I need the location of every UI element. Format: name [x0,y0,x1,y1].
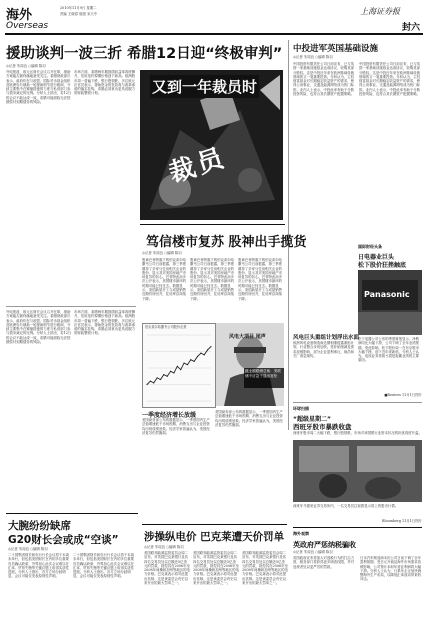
chart-point [180,369,181,370]
panasonic-title: 日电器业巨头 [358,254,395,261]
section-rule [140,224,285,225]
buffett-column-3: 股神巴菲特旗下的伯克希尔哈撒韦公司日前披露，第三季度增持了多家与住房相关企业的股份，显示其对美国房地产市场复苏的信心。巴菲特此前多次公开表示，美国楼市最坏的时期可能已经过去。数据显示，美国新屋开工与成屋销售近期有所回升，住房库存持续下降。 [238,258,283,301]
buffett-byline: ◎记者 朱周良 ○编辑 陈羽 [142,251,182,255]
bottom-right-column-1: 英国政府宣布将加大对逃税行为的打击力度，税务部门将获得更多调查权限，并对违规者处以更严厉的罚款。 [293,556,355,569]
chart-point [146,384,147,385]
panasonic-text: 松下电器公司公布的季度财报显示，净利润同比大幅下滑，公司下调了全年业绩预期。受此影响，松下股价周一在东京股市大幅下挫，创下近年来新低。分析人士认为，电视业务持续亏损是拖累业绩的主要原因。 [358,337,420,363]
chart-point [194,361,195,362]
chart-point [183,362,184,363]
right-middle-tag: 环球扫描 [293,406,309,411]
g20-byline: ◎记者 朱周良 ○编辑 陈羽 [8,547,48,551]
side-column-1: 中国投资有限责任公司日前宣布，已与英国一家基础设施基金达成协议，收购其部分股权。这是中投近年来在欧洲基础设施领域的又一笔重要投资。分析认为，主权财富基金对长期稳定收益资产的需求，使得公用事业、交通及能源网络成为热门标的。业内人士表示，中投此举有助于分散投资风险，也符合其长期资产配置策略。 [293,62,355,97]
main-byline: ◎记者 朱周良 ○编辑 陈羽 [6,64,46,68]
stock-chart [142,323,216,408]
chart-point [157,377,158,378]
panasonic-source: ■Reuters 11月1日图片 [384,393,422,397]
chart-point [153,382,154,383]
panasonic-subtitle: 松下股价狂挫触底 [358,262,407,269]
bottom-right-tag: 海外观察 [293,531,309,536]
trader-scene [293,440,422,502]
main-column-1: 外电报道，欧元区财长会议召开在即，援助方案能否最终落地备受关注。希腊财政部长表示，政府仍在与欧盟、国际货币基金组织及欧洲央行就新一轮援助细节进行磋商，分歧主要集中在紧缩措施的力度与私营部门参与债务减记的比例。分析人士指出，若12日的会议不能达成一致，希腊可能面临无法按期偿付到期债务的风险。 [6,70,72,105]
bottom-right-headline: 英政府严惩纳税骗收 [293,541,356,549]
chart-point [200,353,201,354]
chart-point [177,366,178,367]
buffett-column-2: 股神巴菲特旗下的伯克希尔哈撒韦公司日前披露，第三季度增持了多家与住房相关企业的股份，显示其对美国房地产市场复苏的信心。巴菲特此前多次公开表示，美国楼市最坏的时期可能已经过去。数据显示，美国新屋开工与成屋销售近期有所回升，住房库存持续下降。 [190,258,235,301]
chart-series-line [147,347,211,385]
barclays-rule [142,524,287,525]
panasonic-building [358,270,422,335]
section-title: 海外 [6,8,33,23]
chart-point [173,372,174,373]
chart-point [207,349,208,350]
sub-headline: 一季度经济增长放缓 [142,412,197,419]
section-rule-right [293,402,422,403]
chart-point [190,359,191,360]
chart-title: 伯克希尔哈撒韦公司股价走势 [145,325,187,329]
side-headline: 中投进军英国基础设施 [293,44,379,54]
sub-text-2: 美国商务部公布的数据显示，一季度国内生产总值增速低于市场预期，消费支出与企业投资均出现放缓迹象。经济学家普遍认为，美国经济复苏仍然脆弱。 [215,410,283,427]
chart-point [187,364,188,365]
cartoon-headline: 又到一年裁员时 [150,75,259,98]
cartoon-big-word: 裁员 [165,142,231,190]
buffett-headline: 笃信楼市复苏 股神出手揽货 [146,235,307,250]
spain-caption: 西班牙马德里证券交易所内，一名交易员注视着显示屏上的股市行情。 [293,504,399,508]
chart-point [163,374,164,375]
barclays-byline: ◎记者 朱周良 ○编辑 陈羽 [144,545,184,549]
panasonic-photo [358,270,422,335]
g20-rule [6,513,138,514]
energy-headline: 风电大项目 尾声 [229,334,266,340]
page-label: 封六 [401,23,420,33]
g20-headline-top: 大腕纷纷缺席 [8,520,71,532]
bottom-right-column-2: 日本汽车制造商本田公司日前下调了全年盈利预期，受日元升值及海外市场需求放缓影响，公司预计本财年营业利润将大幅下滑。分析人士认为，日系车企正加快调整海外生产布局，以降低汇率波动带来的冲击。 [360,556,422,582]
chart-point [197,356,198,357]
masthead-rule [5,33,423,35]
right-middle-text: 西班牙股市周二大幅下跌，银行股领跌，市场对该国银行业资本状况的担忧再度升温。 [293,431,422,435]
right-middle-headline: “超级星期二” [293,416,331,423]
side-byline: ◎记者 朱周良 ○编辑 陈羽 [293,55,333,59]
photo-caption: 波士顿联储总裁：美联储不应急于退出宽松 [245,369,281,378]
issue-date: 2010年11月9日 星期二 [60,6,97,10]
g20-column-1: 二十国集团财长和央行行长会议将于本周末举行，但包括美国财长在内的多位重要官员确认缺席，外界担心此次会议难以在汇率、贸易失衡等关键议题上取得实质性进展。分析人士指出，各方立场分歧明显，会议可能仅发表原则性声明。 [8,553,70,579]
bottom-right-rule [293,527,422,528]
right-middle-subheadline: 西班牙股市暴跌收盘 [293,423,352,431]
section-tag: 国际财经头条 [358,244,382,249]
section-title-en: Overseas [6,21,49,31]
spain-photo [293,440,422,502]
chart-point [170,371,171,372]
main-column-2: 市场方面，希腊两年期国债收益率再度攀升，信用违约掉期价格创下新高。欧洲股市周一普遍下跌，银行股领跌。多位欧元区官员表示，援助资金的发放将与改革承诺的落实挂钩，希腊必须拿出更具说服力的财政整顿计划。 [74,70,136,96]
column-rule [6,306,136,307]
sub-text-1: 美国商务部公布的数据显示，一季度国内生产总值增速低于市场预期，消费支出与企业投资均出现放缓迹象。经济学家普遍认为，美国经济复苏仍然脆弱。 [142,418,210,435]
main-column-4: 市场方面，希腊两年期国债收益率再度攀升，信用违约掉期价格创下新高。欧洲股市周一普遍下跌，银行股领跌。多位欧元区官员表示，援助资金的发放将与改革承诺的落实挂钩，希腊必须拿出更具说服力的财政整顿计划。 [74,310,136,336]
main-column-3: 外电报道，欧元区财长会议召开在即，援助方案能否最终落地备受关注。希腊财政部长表示，政府仍在与欧盟、国际货币基金组织及欧洲央行就新一轮援助细节进行磋商，分歧主要集中在紧缩措施的力度与私营部门参与债务减记的比例。分析人士指出，若12日的会议不能达成一致，希腊可能面临无法按期偿付到期债务的风险。 [6,310,72,345]
barclays-column-1: 美国联邦能源监管委员会周二宣布，对英国巴克莱银行及其四名交易员处以总额近5亿美元的罚款，指控其在2006年至2008年间操纵加州等地区的电力价格。巴克莱表示将对此提出抗辩。这是该委员会有史以来开出的最大罚单之一。 [144,551,190,586]
barclays-column-2: 美国联邦能源监管委员会周二宣布，对英国巴克莱银行及其四名交易员处以总额近5亿美元的罚款，指控其在2006年至2008年间操纵加州等地区的电力价格。巴克莱表示将对此提出抗辩。这是该委员会有史以来开出的最大罚单之一。 [193,551,239,586]
chart-point [204,354,205,355]
barclays-column-3: 美国联邦能源监管委员会周二宣布，对英国巴克莱银行及其四名交易员处以总额近5亿美元的罚款，指控其在2006年至2008年间操纵加州等地区的电力价格。巴克莱表示将对此提出抗辩。这是该委员会有史以来开出的最大罚单之一。 [242,551,288,586]
panasonic-logo: Panasonic [364,290,410,299]
chart-point [150,381,151,382]
spain-source: Bloomberg 11月1日图片 [382,519,422,523]
paper-name: 上海证券报 [360,7,400,16]
g20-column-2: 二十国集团财长和央行行长会议将于本周末举行，但包括美国财长在内的多位重要官员确认缺席，外界担心此次会议难以在汇率、贸易失衡等关键议题上取得实质性进展。分析人士指出，各方立场分歧明显，会议可能仅发表原则性声明。 [73,553,135,579]
chart-point [210,346,211,347]
chart-point [167,376,168,377]
main-headline: 援助谈判一波三折 希腊12日迎“终极审判” [6,46,283,62]
barclays-headline: 涉操纵电价 巴克莱遭天价罚单 [144,531,285,543]
photo-caption-box [244,368,284,388]
side-column-2: 中国投资有限责任公司日前宣布，已与英国一家基础设施基金达成协议，收购其部分股权。这是中投近年来在欧洲基础设施领域的又一笔重要投资。分析认为，主权财富基金对长期稳定收益资产的需求，使得公用事业、交通及能源网络成为热门标的。业内人士表示，中投此举有助于分散投资风险，也符合其长期资产配置策略。 [359,62,421,97]
editor-line: 责编 王晓春 组版 宋天中 [60,12,98,16]
energy-sub-headline: 风电巨头重组计划浮出水面 [293,335,360,341]
g20-headline-bottom: G20财长会或成“空谈” [8,534,119,546]
buffett-column-1: 股神巴菲特旗下的伯克希尔哈撒韦公司日前披露，第三季度增持了多家与住房相关企业的股份，显示其对美国房地产市场复苏的信心。巴菲特此前多次公开表示，美国楼市最坏的时期可能已经过去。数据显示，美国新屋开工与成屋销售近期有所回升，住房库存持续下降。 [142,258,187,301]
chart-plot [143,331,215,407]
bottom-right-byline: ◎记者 朱周良 ○编辑 陈羽 [293,550,333,554]
energy-text-1: 欧洲风电设备制造商近期相继披露重组计划，行业整合步伐加快。受补贴削减及需求放缓影响，部分企业盈利承压，裁员和关厂消息频传。 [293,341,355,358]
chart-point [160,379,161,380]
